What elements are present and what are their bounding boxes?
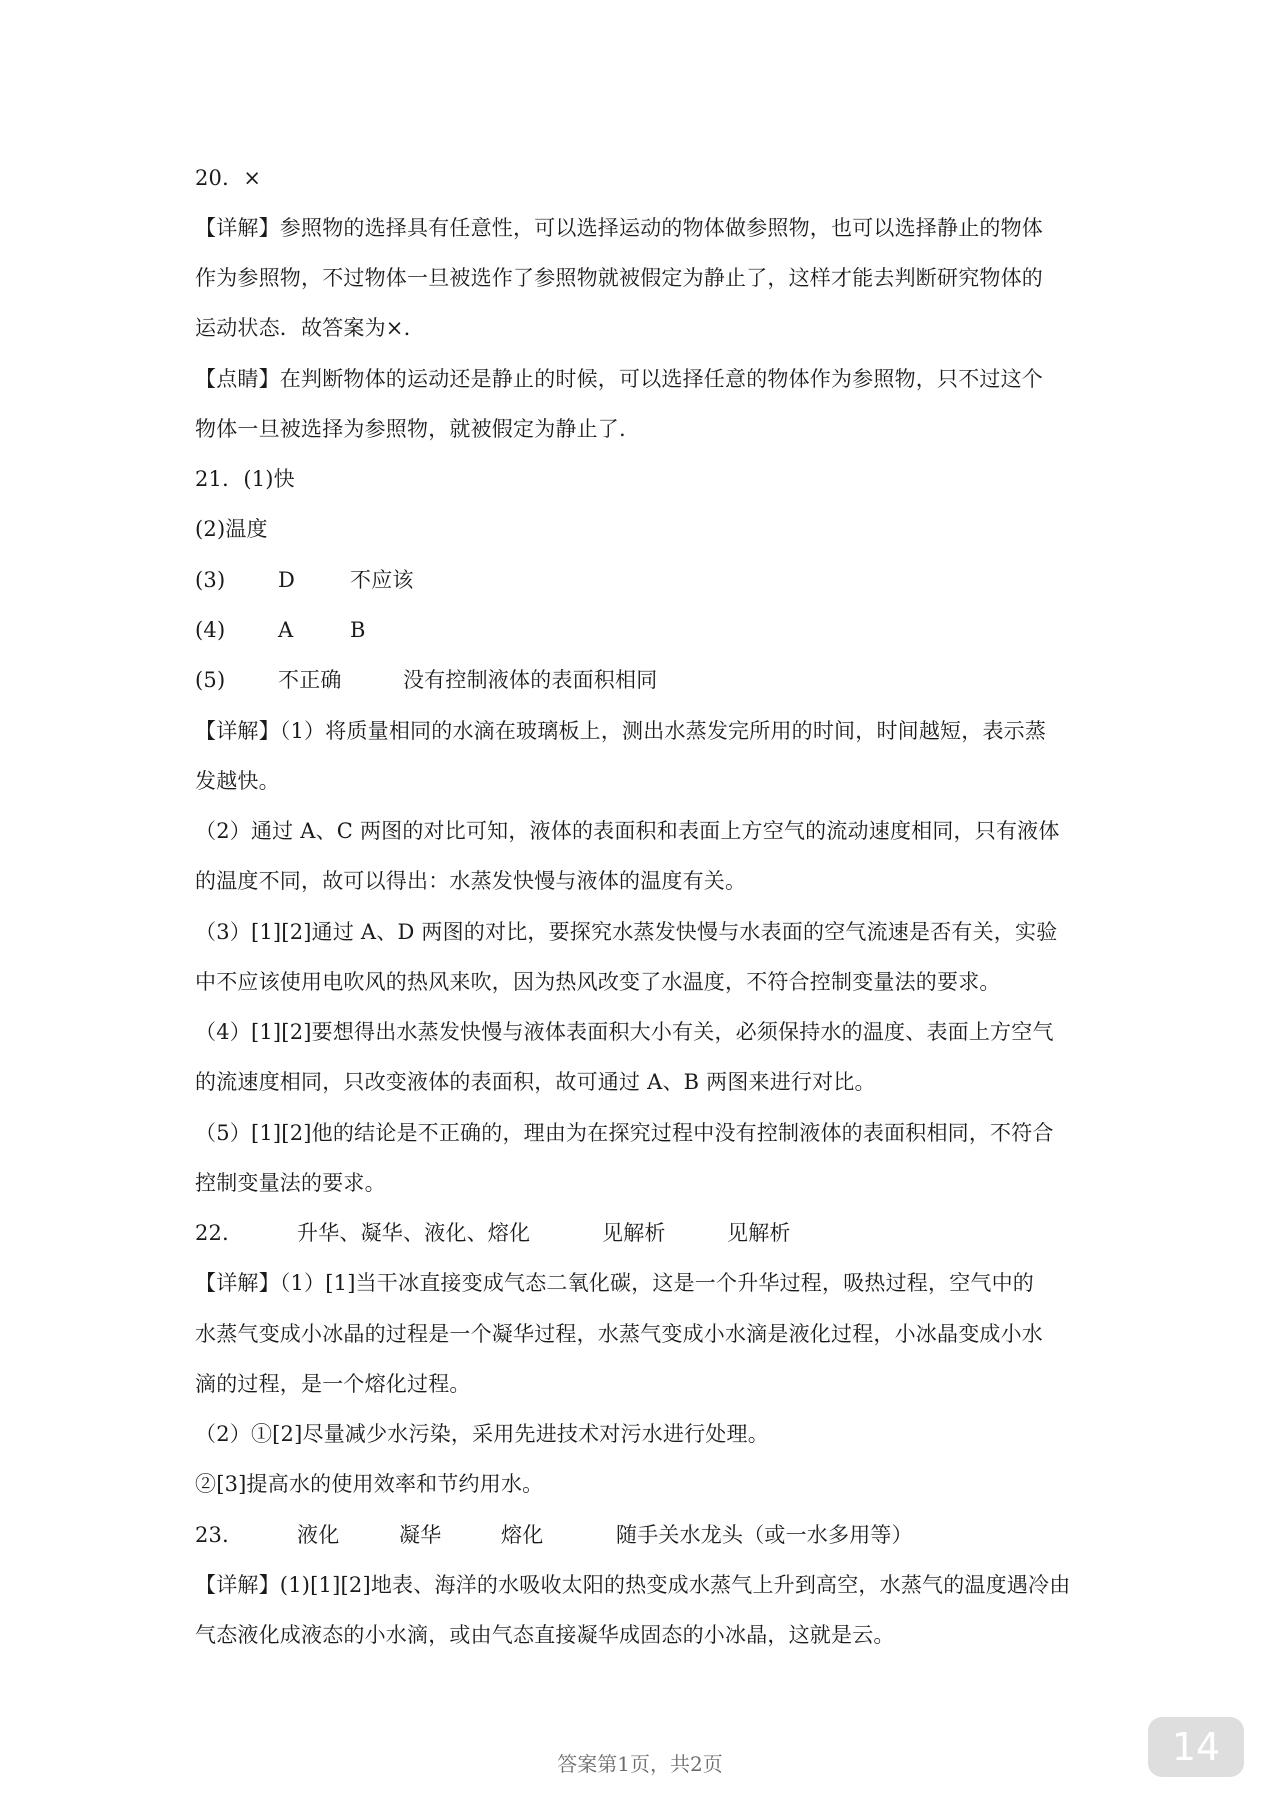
q20-answer: 20．× bbox=[195, 166, 262, 190]
q21-explanation-line: （5）[1][2]他的结论是不正确的，理由为在探究过程中没有控制液体的表面积相同，不符合 bbox=[195, 1121, 1054, 1145]
q21-explanation-line: （4）[1][2]要想得出水蒸发快慢与液体表面积大小有关，必须保持水的温度、表面上方空气 bbox=[195, 1020, 1054, 1044]
q22-explanation-line: （2）①[2]尽量减少水污染，采用先进技术对污水进行处理。 bbox=[195, 1422, 769, 1446]
answer-blank: 随手关水龙头（或一水多用等） bbox=[616, 1523, 913, 1547]
q22-explanation-line: 滴的过程，是一个熔化过程。 bbox=[195, 1372, 471, 1396]
q22-explanation-line: ②[3]提高水的使用效率和节约用水。 bbox=[195, 1472, 544, 1496]
q22-explanation-line: 【详解】（1）[1]当干冰直接变成气态二氧化碳，这是一个升华过程，吸热过程，空气中的 bbox=[195, 1271, 1035, 1295]
q21-explanation-line: 的温度不同，故可以得出：水蒸发快慢与液体的温度有关。 bbox=[195, 869, 747, 893]
page-footer: 答案第1页，共2页 bbox=[557, 1752, 723, 1776]
answer-blank: B bbox=[350, 618, 366, 642]
answer-blank: 凝华 bbox=[399, 1523, 442, 1547]
q20-comment-line: 物体一旦被选择为参照物，就被假定为静止了. bbox=[195, 417, 626, 441]
q23-explanation-line: 【详解】(1)[1][2]地表、海洋的水吸收太阳的热变成水蒸气上升到高空，水蒸气的温度遇冷由 bbox=[195, 1573, 1071, 1597]
q21-explanation-line: 的流速度相同，只改变液体的表面积，故可通过 A、B 两图来进行对比。 bbox=[195, 1070, 876, 1094]
q21-answer-1: 21．(1)快 bbox=[195, 467, 295, 491]
answer-label: 22． bbox=[195, 1221, 244, 1245]
answer-blank: 熔化 bbox=[501, 1523, 544, 1547]
q21-answer-5 bbox=[195, 665, 1095, 695]
q22-answer bbox=[195, 1218, 1095, 1248]
q21-explanation-line: 【详解】（1）将质量相同的水滴在玻璃板上，测出水蒸发完所用的时间，时间越短，表示蒸 bbox=[195, 719, 1047, 743]
q20-explanation-line: 【详解】参照物的选择具有任意性，可以选择运动的物体做参照物，也可以选择静止的物体 bbox=[195, 216, 1043, 240]
q21-explanation-line: 控制变量法的要求。 bbox=[195, 1171, 386, 1195]
answer-label: (5) bbox=[195, 668, 226, 692]
answer-blank: D bbox=[278, 568, 296, 592]
q20-explanation-line: 运动状态．故答案为×. bbox=[195, 316, 411, 340]
q21-answer-2: (2)温度 bbox=[195, 517, 268, 541]
answer-blank: 不应该 bbox=[350, 568, 414, 592]
q20-comment-line: 【点睛】在判断物体的运动还是静止的时候，可以选择任意的物体作为参照物，只不过这个 bbox=[195, 367, 1043, 391]
answer-blank: 没有控制液体的表面积相同 bbox=[403, 668, 658, 692]
q21-answer-3 bbox=[195, 565, 1095, 595]
answer-blank: 液化 bbox=[297, 1523, 340, 1547]
answer-label: 23． bbox=[195, 1523, 244, 1547]
answer-blank: 升华、凝华、液化、熔化 bbox=[297, 1221, 531, 1245]
answer-label: (4) bbox=[195, 618, 226, 642]
page-number-badge: 14 bbox=[1148, 1717, 1244, 1777]
q21-answer-4 bbox=[195, 615, 1095, 645]
q23-explanation-line: 气态液化成液态的小水滴，或由气态直接凝华成固态的小冰晶，这就是云。 bbox=[195, 1623, 895, 1647]
q21-explanation-line: 发越快。 bbox=[195, 769, 280, 793]
q21-explanation-line: （3）[1][2]通过 A、D 两图的对比，要探究水蒸发快慢与水表面的空气流速是否有关，实验 bbox=[195, 920, 1058, 944]
answer-blank: 见解析 bbox=[602, 1221, 666, 1245]
q23-answer bbox=[195, 1520, 1095, 1550]
answer-blank: A bbox=[278, 618, 294, 642]
q22-explanation-line: 水蒸气变成小冰晶的过程是一个凝华过程，水蒸气变成小水滴是液化过程，小冰晶变成小水 bbox=[195, 1322, 1043, 1346]
answer-blank: 不正确 bbox=[278, 668, 342, 692]
answer-label: (3) bbox=[195, 568, 226, 592]
q21-explanation-line: （2）通过 A、C 两图的对比可知，液体的表面积和表面上方空气的流动速度相同，只有液体 bbox=[195, 819, 1060, 843]
q21-explanation-line: 中不应该使用电吹风的热风来吹，因为热风改变了水温度，不符合控制变量法的要求。 bbox=[195, 970, 1001, 994]
answer-blank: 见解析 bbox=[727, 1221, 791, 1245]
q20-explanation-line: 作为参照物，不过物体一旦被选作了参照物就被假定为静止了，这样才能去判断研究物体的 bbox=[195, 266, 1043, 290]
